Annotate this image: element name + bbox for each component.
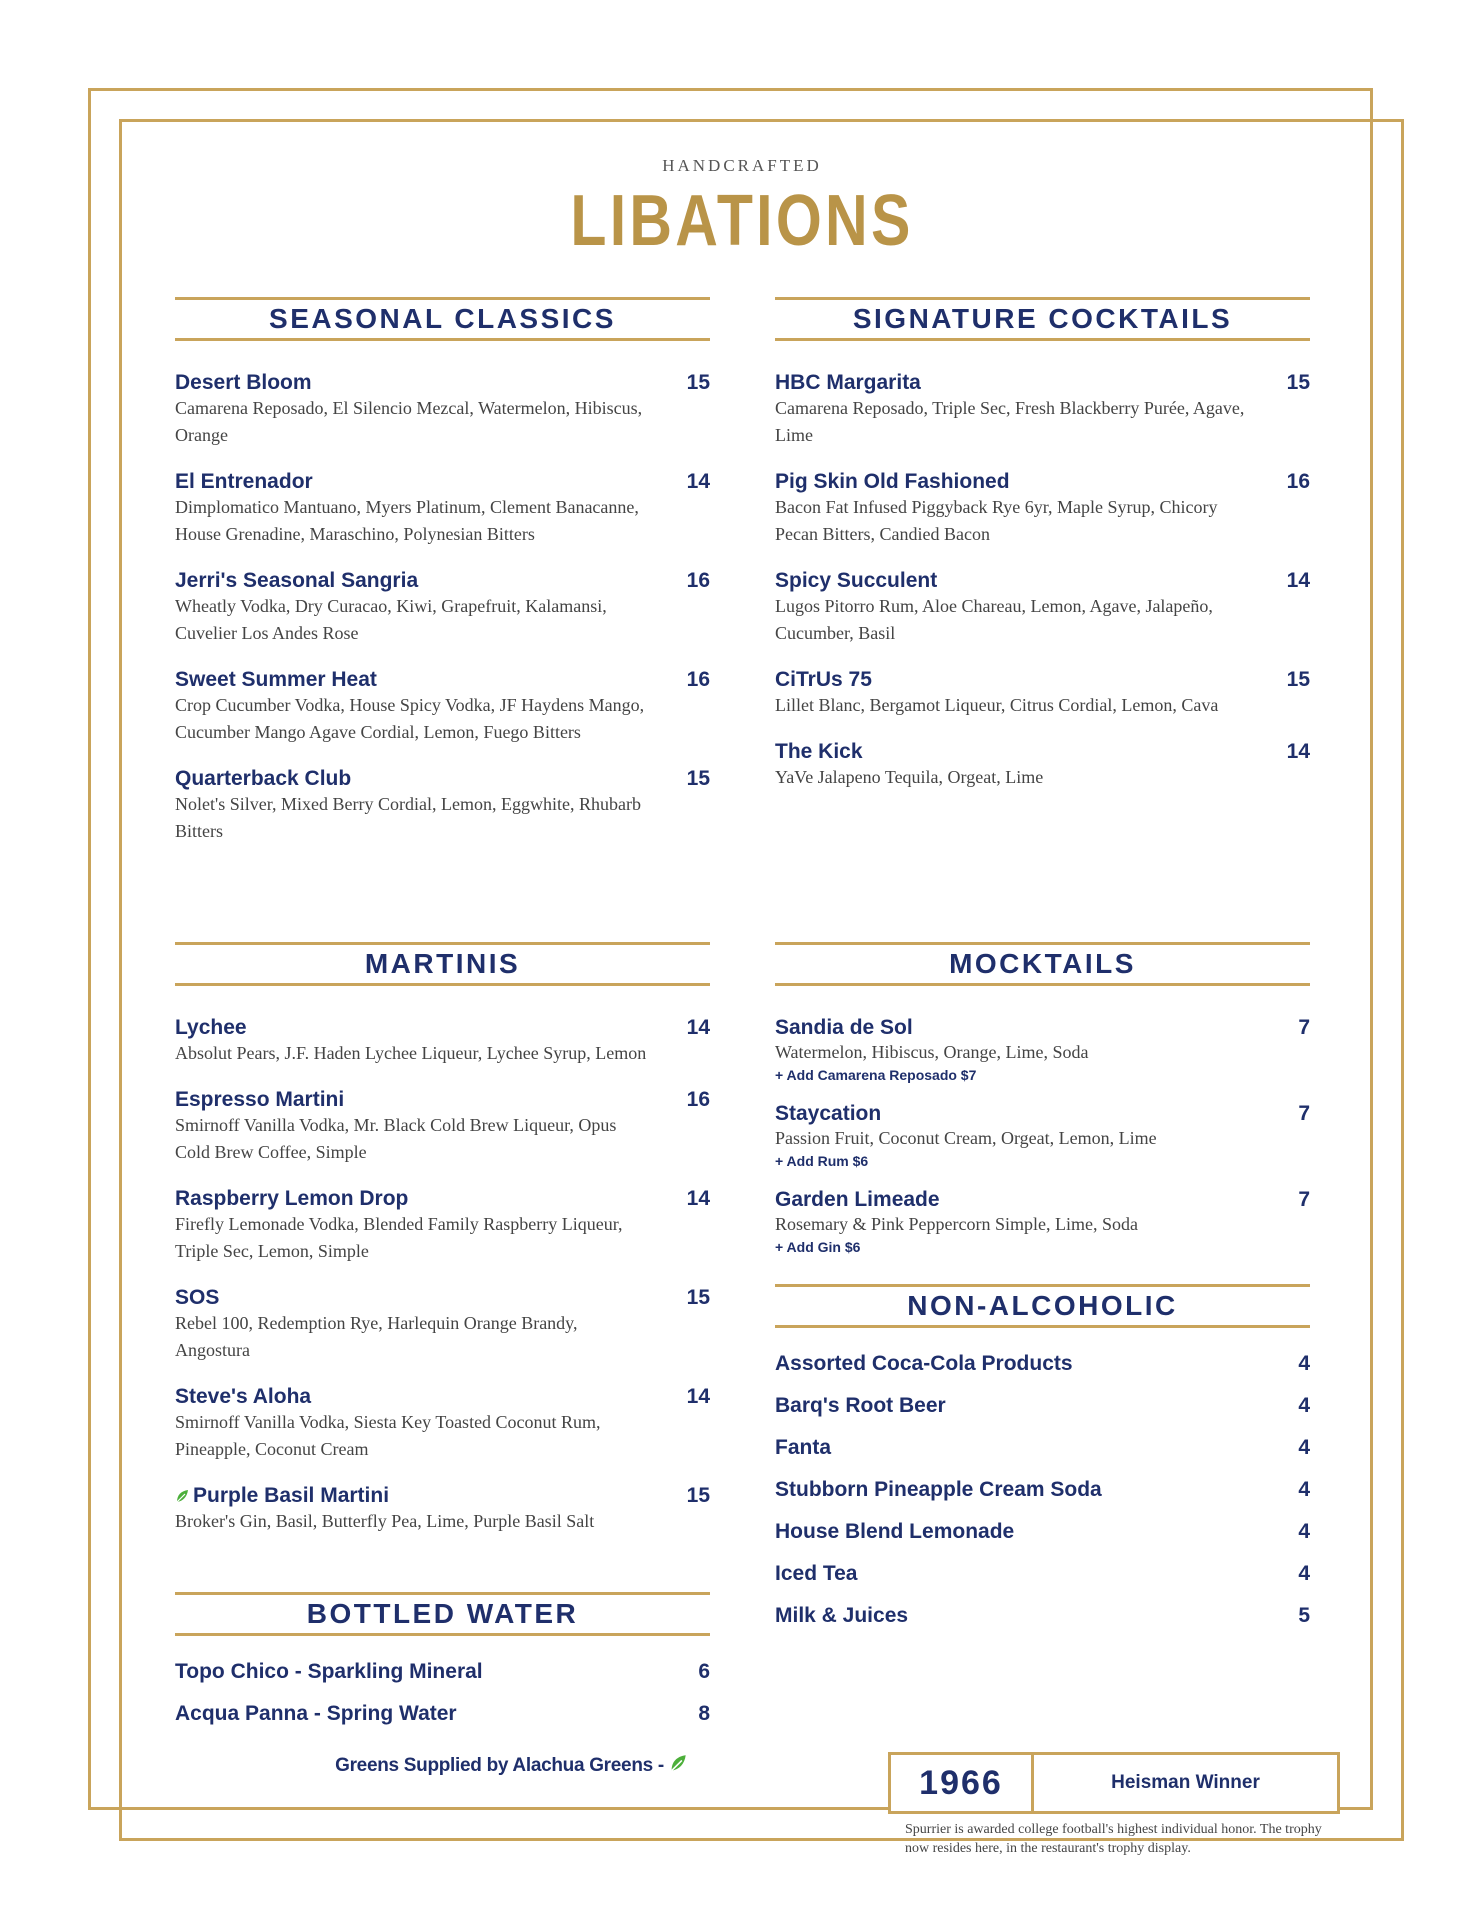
item-name: Lychee — [175, 1016, 247, 1039]
greens-note-text: Greens Supplied by Alachua Greens - — [335, 1755, 664, 1776]
menu-item — [175, 767, 710, 845]
item-name: Barq's Root Beer — [775, 1394, 946, 1417]
menu-item — [775, 371, 1310, 449]
menu-item — [775, 1188, 1310, 1257]
item-name: SOS — [175, 1286, 220, 1309]
section-title: MOCKTAILS — [775, 942, 1310, 986]
item-price: 4 — [1298, 1520, 1310, 1543]
item-name: Milk & Juices — [775, 1604, 909, 1627]
section-seasonal-classics — [175, 297, 710, 866]
item-price: 7 — [1298, 1016, 1310, 1039]
item-price: 15 — [1286, 371, 1310, 394]
item-addon: + Add Rum $6 — [775, 1153, 869, 1169]
leaf-icon — [669, 1754, 687, 1772]
item-price: 16 — [686, 569, 710, 592]
item-description: Watermelon, Hibiscus, Orange, Lime, Soda — [775, 1042, 1089, 1062]
menu-item — [775, 668, 1310, 719]
item-description: Broker's Gin, Basil, Butterfly Pea, Lime, Purple Basil Salt — [175, 1511, 595, 1531]
item-description: Camarena Reposado, El Silencio Mezcal, Watermelon, Hibiscus, Orange — [175, 398, 643, 445]
item-price: 5 — [1298, 1604, 1310, 1627]
item-list — [175, 1016, 710, 1535]
item-description: Rosemary & Pink Peppercorn Simple, Lime, Soda — [775, 1214, 1138, 1234]
section-bottled-water — [175, 1592, 710, 1744]
leaf-icon — [175, 1489, 189, 1503]
item-description: Rebel 100, Redemption Rye, Harlequin Orange Brandy, Angostura — [175, 1313, 578, 1360]
menu-item — [175, 1016, 710, 1067]
item-price: 14 — [686, 1385, 710, 1408]
section-non-alcoholic — [775, 1284, 1310, 1646]
item-price: 14 — [686, 470, 710, 493]
item-name: The Kick — [775, 740, 863, 763]
item-list — [775, 371, 1310, 791]
item-price: 7 — [1298, 1188, 1310, 1211]
section-title: NON-ALCOHOLIC — [775, 1284, 1310, 1328]
item-name: Stubborn Pineapple Cream Soda — [775, 1478, 1102, 1501]
menu-item — [775, 1604, 1310, 1628]
item-description: Crop Cucumber Vodka, House Spicy Vodka, JF Haydens Mango, Cucumber Mango Agave Cordial, Lemon, Fuego Bitters — [175, 695, 645, 742]
item-name: Spicy Succulent — [775, 569, 938, 592]
menu-item — [175, 371, 710, 449]
item-price: 4 — [1298, 1352, 1310, 1375]
item-description: Wheatly Vodka, Dry Curacao, Kiwi, Grapefruit, Kalamansi, Cuvelier Los Andes Rose — [175, 596, 607, 643]
menu-item — [775, 1016, 1310, 1085]
menu-kicker: HANDCRAFTED — [662, 156, 822, 175]
item-price: 15 — [686, 767, 710, 790]
item-description: Dimplomatico Mantuano, Myers Platinum, Clement Banacanne, House Grenadine, Maraschino, Polynesian Bitters — [175, 497, 639, 544]
item-price: 7 — [1298, 1102, 1310, 1125]
item-price: 15 — [686, 371, 710, 394]
item-name: El Entrenador — [175, 470, 313, 493]
heisman-label: Heisman Winner — [1111, 1772, 1260, 1793]
menu-item — [775, 740, 1310, 791]
greens-supplier-note — [328, 1754, 698, 1777]
menu-item — [175, 1702, 710, 1726]
item-name: Staycation — [775, 1102, 882, 1125]
section-martinis — [175, 942, 710, 1556]
item-name: House Blend Lemonade — [775, 1520, 1015, 1543]
item-description: Smirnoff Vanilla Vodka, Siesta Key Toasted Coconut Rum, Pineapple, Coconut Cream — [175, 1412, 601, 1459]
menu-item — [775, 1520, 1310, 1544]
item-price: 14 — [686, 1016, 710, 1039]
menu-item — [775, 1102, 1310, 1171]
item-name: Purple Basil Martini — [193, 1484, 390, 1507]
item-price: 4 — [1298, 1394, 1310, 1417]
item-name: HBC Margarita — [775, 371, 921, 394]
menu-item — [175, 1088, 710, 1166]
menu-item — [775, 1478, 1310, 1502]
item-name: Fanta — [775, 1436, 832, 1459]
heisman-year: 1966 — [891, 1755, 1034, 1811]
item-name: Topo Chico - Sparkling Mineral — [175, 1660, 483, 1683]
item-description: Firefly Lemonade Vodka, Blended Family Raspberry Liqueur, Triple Sec, Lemon, Simple — [175, 1214, 623, 1261]
item-price: 16 — [686, 668, 710, 691]
item-description: Smirnoff Vanilla Vodka, Mr. Black Cold Brew Liqueur, Opus Cold Brew Coffee, Simple — [175, 1115, 617, 1162]
item-name: Quarterback Club — [175, 767, 352, 790]
item-name: Raspberry Lemon Drop — [175, 1187, 409, 1210]
menu-item — [775, 470, 1310, 548]
item-name: Sandia de Sol — [775, 1016, 913, 1039]
item-name: Espresso Martini — [175, 1088, 345, 1111]
item-list — [175, 371, 710, 845]
menu-item — [775, 1352, 1310, 1376]
item-list — [775, 1352, 1310, 1628]
item-name: Steve's Aloha — [175, 1385, 312, 1408]
item-name: Pig Skin Old Fashioned — [775, 470, 1010, 493]
item-description: Camarena Reposado, Triple Sec, Fresh Blackberry Purée, Agave, Lime — [775, 398, 1245, 445]
item-description: Nolet's Silver, Mixed Berry Cordial, Lemon, Eggwhite, Rhubarb Bitters — [175, 794, 641, 841]
item-price: 4 — [1298, 1478, 1310, 1501]
item-description: Lillet Blanc, Bergamot Liqueur, Citrus Cordial, Lemon, Cava — [775, 695, 1219, 715]
item-price: 16 — [686, 1088, 710, 1111]
item-name: Garden Limeade — [775, 1188, 940, 1211]
item-list — [175, 1660, 710, 1726]
menu-item — [175, 569, 710, 647]
item-price: 16 — [1286, 470, 1310, 493]
item-name: Desert Bloom — [175, 371, 312, 394]
section-title: BOTTLED WATER — [175, 1592, 710, 1636]
menu-item — [175, 668, 710, 746]
menu-item — [175, 1484, 710, 1535]
section-title: SEASONAL CLASSICS — [175, 297, 710, 341]
item-name-row — [175, 1484, 710, 1508]
item-price: 4 — [1298, 1562, 1310, 1585]
item-description: Lugos Pitorro Rum, Aloe Chareau, Lemon, Agave, Jalapeño, Cucumber, Basil — [775, 596, 1213, 643]
item-price: 14 — [1286, 740, 1310, 763]
section-mocktails — [775, 942, 1310, 1274]
item-name: Jerri's Seasonal Sangria — [175, 569, 419, 592]
item-description: Absolut Pears, J.F. Haden Lychee Liqueur, Lychee Syrup, Lemon — [175, 1043, 647, 1063]
item-price: 14 — [686, 1187, 710, 1210]
menu-item — [175, 1660, 710, 1684]
item-addon: + Add Camarena Reposado $7 — [775, 1067, 977, 1083]
menu-item — [175, 1187, 710, 1265]
menu-title: LIBATIONS — [570, 181, 914, 261]
item-description: Passion Fruit, Coconut Cream, Orgeat, Lemon, Lime — [775, 1128, 1157, 1148]
item-price: 15 — [686, 1484, 710, 1507]
menu-item — [775, 569, 1310, 647]
item-price: 15 — [1286, 668, 1310, 691]
item-description: Bacon Fat Infused Piggyback Rye 6yr, Maple Syrup, Chicory Pecan Bitters, Candied Bacon — [775, 497, 1218, 544]
item-name: CiTrUs 75 — [775, 668, 872, 691]
item-price: 14 — [1286, 569, 1310, 592]
item-price: 4 — [1298, 1436, 1310, 1459]
menu-item — [175, 470, 710, 548]
item-name: Iced Tea — [775, 1562, 858, 1585]
item-price: 6 — [698, 1660, 710, 1683]
heisman-badge — [888, 1752, 1340, 1814]
item-addon: + Add Gin $6 — [775, 1239, 861, 1255]
menu-item — [175, 1286, 710, 1364]
item-description: YaVe Jalapeno Tequila, Orgeat, Lime — [775, 767, 1044, 787]
section-title: SIGNATURE COCKTAILS — [775, 297, 1310, 341]
item-price: 15 — [686, 1286, 710, 1309]
item-list — [775, 1016, 1310, 1257]
section-title: MARTINIS — [175, 942, 710, 986]
section-signature-cocktails — [775, 297, 1310, 812]
item-price: 8 — [698, 1702, 710, 1725]
heisman-description: Spurrier is awarded college football's highest individual honor. The trophy now resides here, in the restaurant's trophy display. — [905, 1822, 1322, 1856]
item-name: Sweet Summer Heat — [175, 668, 377, 691]
menu-item — [775, 1436, 1310, 1460]
item-name: Acqua Panna - Spring Water — [175, 1702, 457, 1725]
menu-item — [775, 1394, 1310, 1418]
item-name: Assorted Coca-Cola Products — [775, 1352, 1073, 1375]
menu-item — [775, 1562, 1310, 1586]
menu-item — [175, 1385, 710, 1463]
